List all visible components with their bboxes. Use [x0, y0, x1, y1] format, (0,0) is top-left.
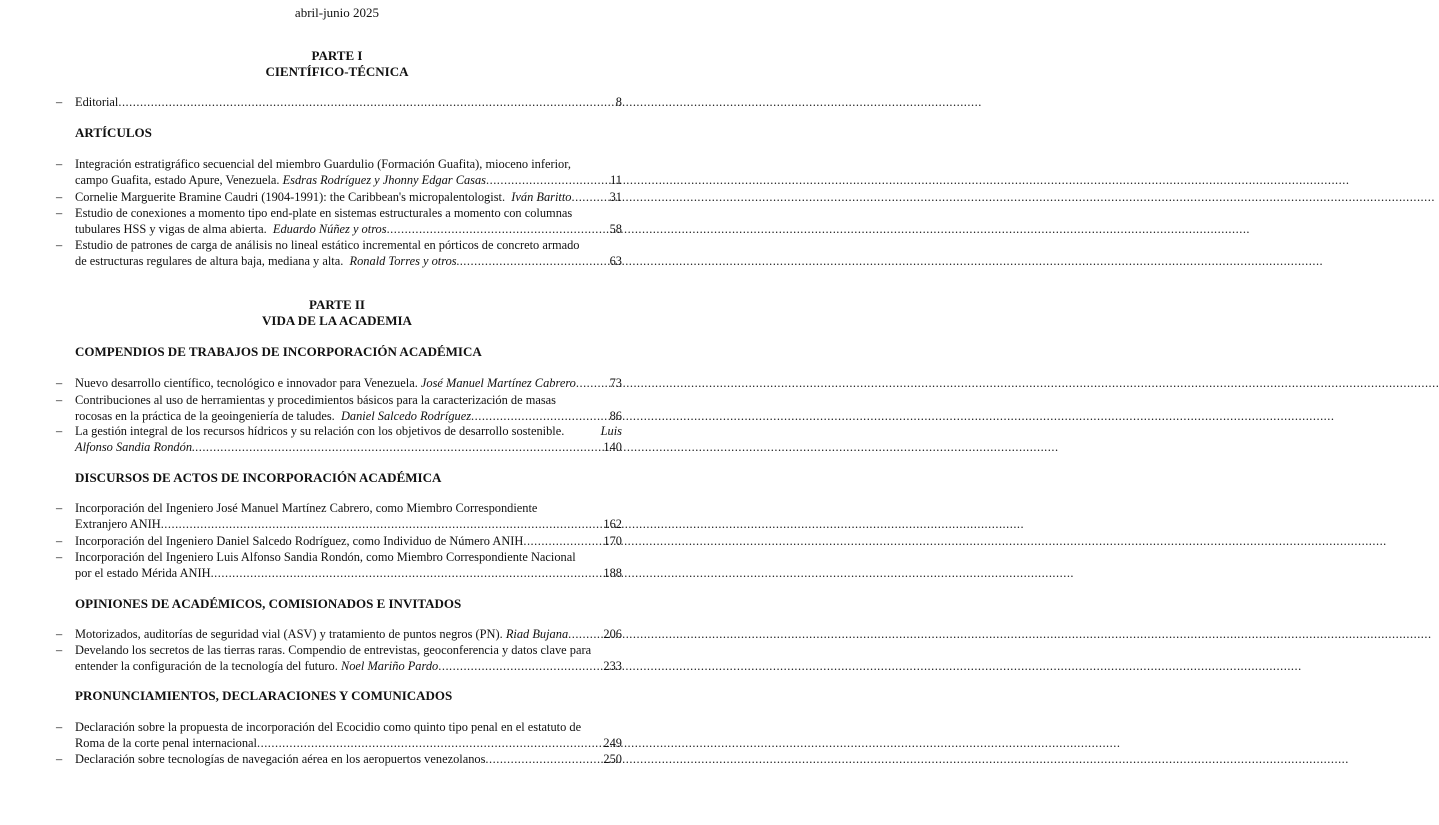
section-heading-compendios: COMPENDIOS DE TRABAJOS DE INCORPORACIÓN ACADÉMICA: [75, 344, 482, 359]
entry-author: Ronald Torres y otros.: [349, 253, 460, 268]
dot-leader: [257, 736, 603, 752]
dot-leader: [572, 190, 610, 206]
dot-leader: [387, 222, 610, 238]
list-dash: –: [56, 752, 63, 766]
page-number: 233: [603, 658, 622, 673]
entry-author: Iván Baritto: [511, 190, 572, 204]
page-number: 63: [609, 253, 622, 268]
section-heading-pronunciamientos: PRONUNCIAMIENTOS, DECLARACIONES Y COMUNICADOS: [75, 688, 453, 703]
entry-author: Alfonso Sandia Rondón.: [75, 439, 196, 454]
list-dash: –: [56, 720, 63, 734]
dot-leader: [568, 627, 603, 643]
page-number: 58: [609, 221, 622, 236]
dot-leader: [486, 173, 610, 189]
dot-leader: [460, 254, 610, 270]
page-number: 11: [610, 172, 622, 187]
section-heading-opiniones: OPINIONES DE ACADÉMICOS, COMISIONADOS E INVITADOS: [75, 596, 462, 611]
list-dash: –: [56, 393, 63, 407]
entry-author: Eduardo Núñez y otros: [272, 221, 387, 236]
dot-leader: [438, 659, 603, 675]
list-dash: –: [56, 95, 63, 109]
list-dash: –: [56, 206, 63, 220]
list-dash: –: [56, 627, 63, 641]
part-1-subtitle: CIENTÍFICO-TÉCNICA: [265, 64, 409, 79]
section-heading-discursos: DISCURSOS DE ACTOS DE INCORPORACIÓN ACADÉMICA: [75, 470, 442, 485]
part-2-heading: [0, 297, 674, 329]
page-number: 206: [603, 627, 622, 641]
entry-author: Esdras Rodríguez y Jhonny Edgar Casas: [282, 172, 486, 187]
part-1-heading: [0, 48, 674, 80]
dot-leader: [523, 534, 603, 550]
page-number: 86: [609, 408, 622, 423]
section-heading-articulos: ARTÍCULOS: [75, 125, 152, 140]
page-number: 188: [603, 565, 622, 580]
dot-leader: [211, 566, 604, 582]
page-number: 140: [603, 439, 622, 454]
page-number: 250: [603, 752, 622, 766]
part-2-subtitle: VIDA DE LA ACADEMIA: [262, 313, 412, 328]
dot-leader: [161, 517, 604, 533]
page-number: 249: [603, 735, 622, 750]
list-dash: –: [56, 190, 63, 204]
page-number: 73: [609, 376, 622, 390]
page-number: 162: [603, 516, 622, 531]
dot-leader: [485, 752, 603, 768]
entry-author: Riad Bujana: [505, 627, 569, 641]
dot-leader: [471, 409, 610, 425]
list-dash: –: [56, 643, 63, 657]
entry-author: Noel Mariño Pardo: [340, 658, 439, 673]
dot-leader: [118, 95, 615, 111]
entry-line: Integración estratigráfico secuencial del miembro Guardulio (Formación Guafita), mioceno inferior,: [75, 157, 571, 171]
page-number: 8: [615, 95, 622, 109]
entry-author: Daniel Salcedo Rodríguez: [340, 408, 472, 423]
list-dash: –: [56, 424, 63, 438]
dot-leader: [576, 376, 610, 392]
list-dash: –: [56, 550, 63, 564]
entry-title: Editorial: [75, 95, 119, 109]
list-dash: –: [56, 238, 63, 252]
part-2-title: PARTE II: [308, 297, 365, 312]
list-dash: –: [56, 534, 63, 548]
entry-author: Luis: [600, 424, 622, 438]
page-number: 31: [609, 190, 622, 204]
list-dash: –: [56, 376, 63, 390]
dot-leader: [195, 440, 603, 456]
page-number: 170: [603, 534, 622, 548]
part-1-title: PARTE I: [311, 48, 363, 63]
list-dash: –: [56, 157, 63, 171]
list-dash: –: [56, 501, 63, 515]
document-page: abril-junio 2025 PARTE I CIENTÍFICO-TÉCNICA – Editorial ..... 8 ARTÍCULOS – Integración estratigráfico secuencial del miembro Guardulio (Formación Guafita), mioceno inferior, campo Guafita, estado Apure, Venezuela. Esdras Rodríguez y Jhonny Edgar Casas ..... 11 – Cornelie Marguerite Bramine Caudri (1904-1991): the Caribbean's micropalentologist. Iván Baritto ..... 31 – Estudio de conexiones a momento tipo end-plate en sistemas estructurales a momento con columnas tubulares HSS y vigas de alma abierta. Eduardo Núñez y otros ..... 58 – Estudio de patrones de carga de análisis no lineal estático incremental en pórticos de concreto armado de estructuras regulares de altura baja, mediana y alta. Ronald Torres y otros. ..... 63 PARTE II VIDA DE LA ACADEMIA COMPENDIOS DE TRABAJOS DE INCORPORACIÓN ACADÉMICA – Nuevo desarrollo científico, tecnológico e innovador para Venezuela. José Manuel Martínez Cabrero ..... 73 – Contribuciones al uso de herramientas y procedimientos básicos para la caracterización de masas rocosas en la práctica de la geoingeniería de taludes. Daniel Salcedo Rodríguez ..... 86 – La gestión integral de los recursos hídricos y su relación con los objetivos de desarrollo sostenible. Luis Alfonso Sandia Rondón. ..... 140 DISCURSOS DE ACTOS DE INCORPORACIÓN ACADÉMICA – Incorporación del Ingeniero José Manuel Martínez Cabrero, como Miembro Correspondiente Extranjero ANIH ..... 162 – Incorporación del Ingeniero Daniel Salcedo Rodríguez, como Individuo de Número ANIH ..... 170 – Incorporación del Ingeniero Luis Alfonso Sandia Rondón, como Miembro Correspondiente Nacional por el estado Mérida ANIH ..... 188 OPINIONES DE ACADÉMICOS, COMISIONADOS E INVITADOS – Motorizados, auditorías de seguridad vial (ASV) y tratamiento de puntos negros (PN). Riad Bujana ..... 206 – Develando los secretos de las tierras raras. Compendio de entrevistas, geoconferencia y datos clave para entender la configuración de la tecnología del futuro. Noel Mariño Pardo ..... 233 PRONUNCIAMIENTOS, DECLARACIONES Y COMUNICADOS – Declaración sobre la propuesta de incorporación del Ecocidio como quinto tipo penal en el estatuto de Roma de la corte penal internacional ..... 249 – Declaración sobre tecnologías de navegación aérea en los aeropuertos venezolanos ..... 250: [0, 0, 674, 825]
running-header: abril-junio 2025: [294, 5, 380, 20]
entry-author: José Manuel Martínez Cabrero: [420, 376, 576, 390]
